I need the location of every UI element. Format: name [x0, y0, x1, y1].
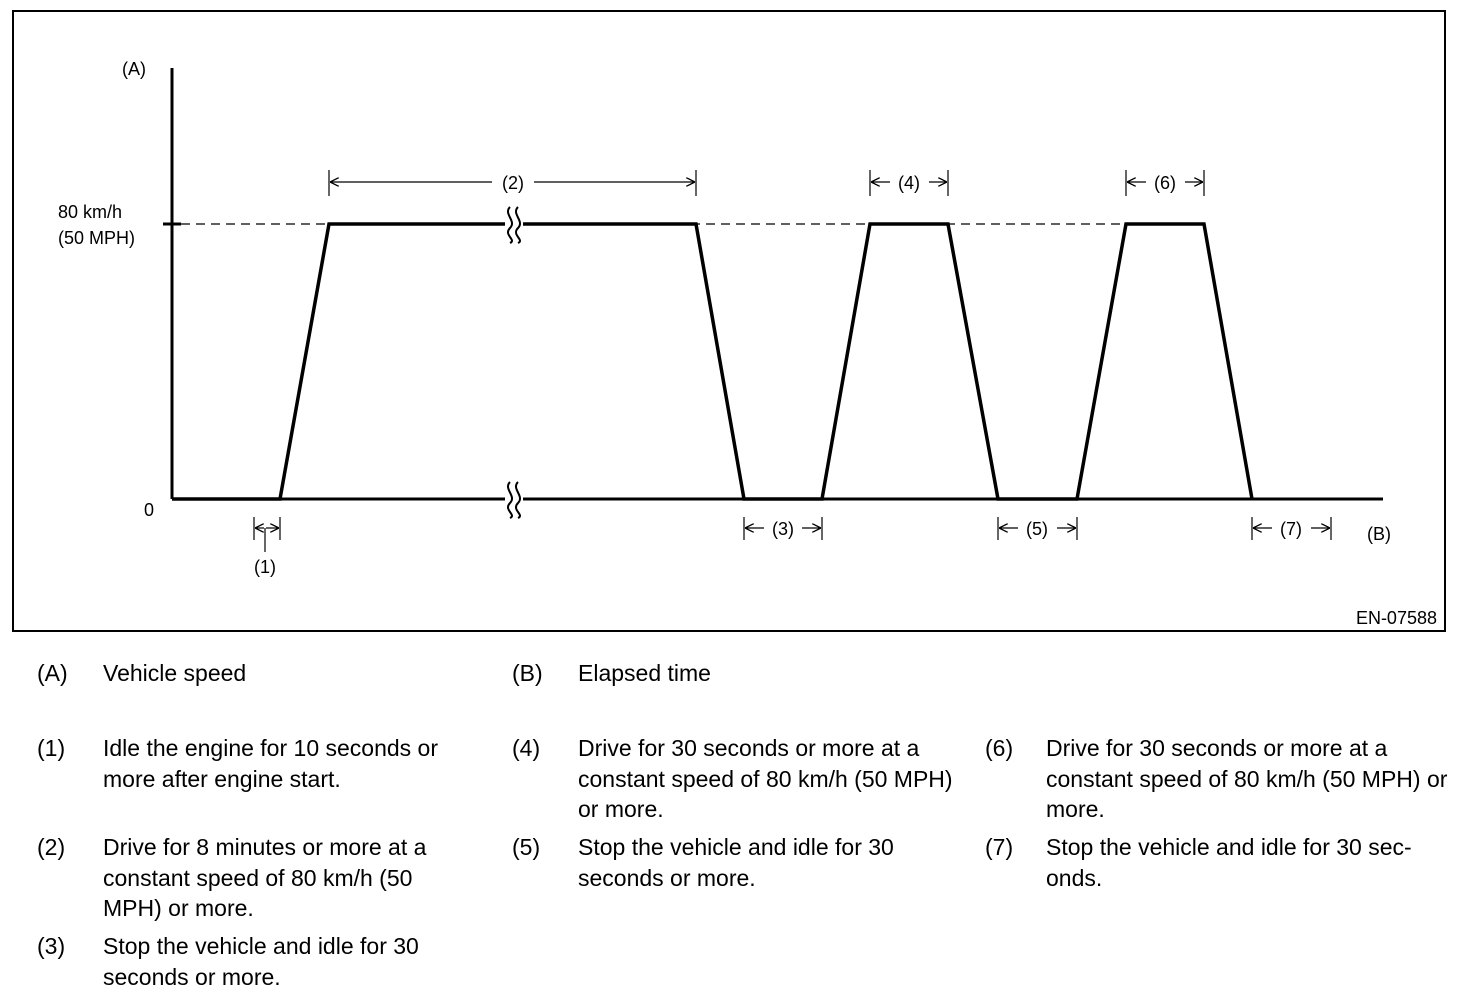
- marker-label-3: (3): [772, 519, 794, 539]
- break-symbol-top: [505, 205, 523, 243]
- legend-text-5: Stop the vehicle and idle for 30 seconds or more.: [578, 834, 894, 891]
- speed-label-mph: (50 MPH): [58, 228, 136, 248]
- legend-label-b: (B): [512, 660, 543, 686]
- legend-text-7: Stop the vehicle and idle for 30 sec-onds.: [1046, 834, 1412, 891]
- marker-label-2: (2): [502, 173, 524, 193]
- marker-label-7: (7): [1280, 519, 1302, 539]
- legend-label-6: (6): [985, 735, 1014, 761]
- zero-label: 0: [144, 500, 155, 520]
- speed-label-kmh: 80 km/h: [58, 202, 123, 222]
- speed-profile: [172, 224, 1252, 499]
- marker-label-4: (4): [898, 173, 920, 193]
- figure-id: EN-07588: [1355, 608, 1437, 628]
- legend-label-7: (7): [985, 834, 1014, 860]
- legend-text-1: Idle the engine for 10 seconds or more after engine start.: [103, 735, 439, 792]
- marker-label-6: (6): [1154, 173, 1176, 193]
- legend-text-a: Vehicle speed: [103, 660, 247, 686]
- break-symbol-bottom: [505, 480, 523, 518]
- legend-text-b: Elapsed time: [578, 660, 711, 686]
- legend-label-3: (3): [37, 933, 66, 959]
- axis-label-a: (A): [122, 59, 146, 79]
- axis-label-b: (B): [1367, 524, 1391, 544]
- marker-label-1: (1): [254, 557, 276, 577]
- legend-label-1: (1): [37, 735, 66, 761]
- legend-label-a: (A): [37, 660, 68, 686]
- legend-label-5: (5): [512, 834, 541, 860]
- dimension-extension-lines: [254, 170, 1331, 552]
- legend-label-4: (4): [512, 735, 541, 761]
- legend-text-2: Drive for 8 minutes or more at a constant speed of 80 km/h (50 MPH) or more.: [103, 834, 427, 921]
- legend-text-3: Stop the vehicle and idle for 30 seconds or more.: [103, 933, 419, 990]
- legend-label-2: (2): [37, 834, 66, 860]
- marker-label-5: (5): [1026, 519, 1048, 539]
- legend-text-4: Drive for 30 seconds or more at a constant speed of 80 km/h (50 MPH) or more.: [578, 735, 953, 822]
- legend-text-6: Drive for 30 seconds or more at a constant speed of 80 km/h (50 MPH) or more.: [1046, 735, 1448, 822]
